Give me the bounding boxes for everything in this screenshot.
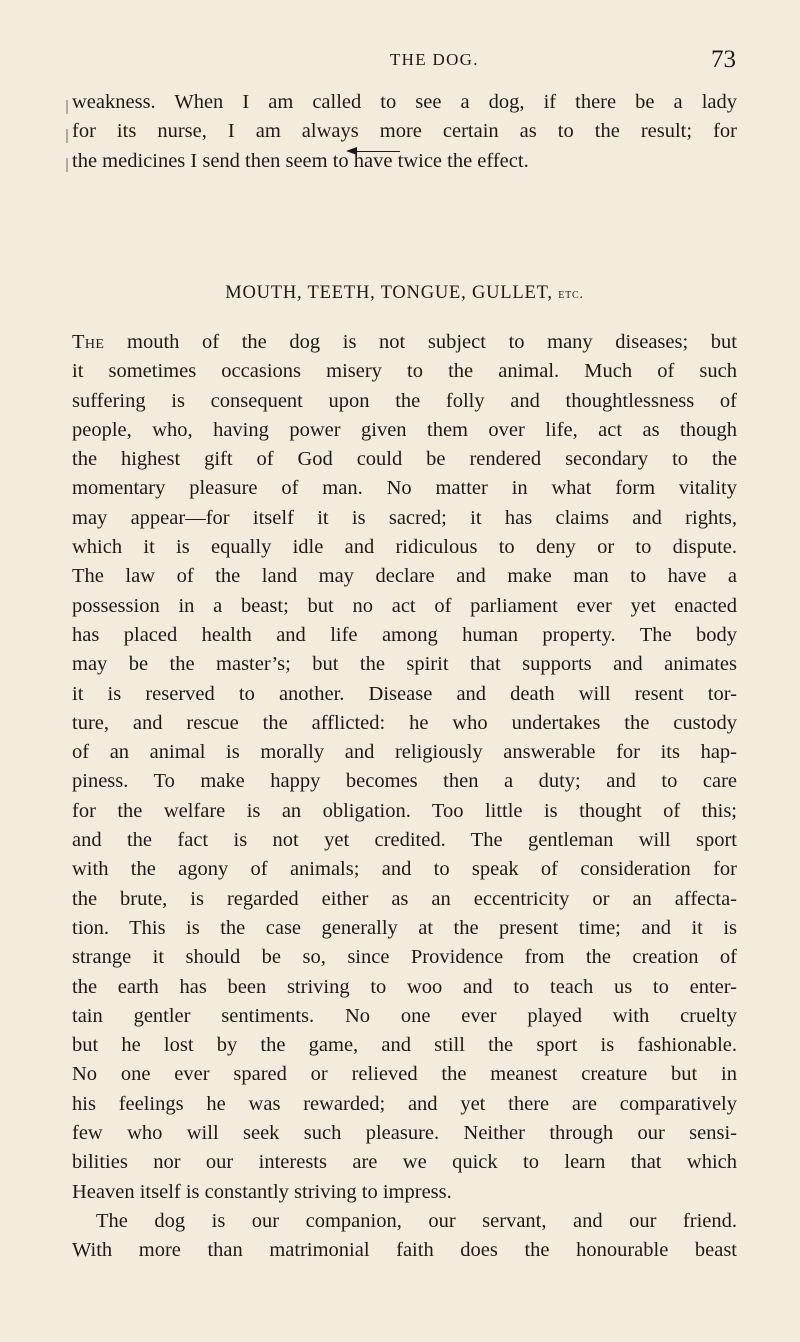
running-title: THE DOG.: [390, 50, 479, 69]
text-line: tion. This is the case generally at the present time; and it is: [72, 916, 737, 939]
section-body: [72, 328, 737, 1266]
paragraph-first-line: The dog is our companion, our servant, and our friend.: [96, 1209, 737, 1232]
text-line: suffering is consequent upon the folly and thoughtlessness of: [72, 389, 737, 412]
text-line: tain gentler sentiments. No one ever played with cruelty: [72, 1004, 737, 1027]
gutter-mark: [66, 158, 68, 172]
text-line: piness. To make happy becomes then a duty; and to care: [72, 770, 737, 793]
section-heading: [72, 283, 737, 304]
text-line: but he lost by the game, and still the sport is fashionable.: [72, 1034, 737, 1057]
page-number: 73: [711, 46, 736, 73]
separator-rule: [356, 151, 400, 152]
text-line: bilities nor our interests are we quick to learn that which: [72, 1151, 737, 1174]
section-heading-suffix: etc.: [558, 287, 584, 302]
text-line: the highest gift of God could be rendered secondary to the: [72, 448, 737, 471]
text-line: for the welfare is an obligation. Too little is thought of this;: [72, 799, 737, 822]
text-line: it sometimes occasions misery to the animal. Much of such: [72, 360, 737, 383]
text-line: of an animal is morally and religiously answerable for its hap-: [72, 741, 737, 764]
running-head: [72, 46, 736, 76]
text-line: momentary pleasure of man. No matter in what form vitality: [72, 477, 737, 500]
text-line: it is reserved to another. Disease and death will resent tor-: [72, 682, 737, 705]
text-line: the medicines I send then seem to have twice the effect.: [72, 149, 529, 172]
text-line: with the agony of animals; and to speak of consideration for: [72, 858, 737, 881]
gutter-mark: [66, 129, 68, 143]
text-line: may be the master’s; but the spirit that supports and animates: [72, 653, 737, 676]
text-line: Heaven itself is constantly striving to impress.: [72, 1180, 452, 1203]
text-line: may appear—for itself it is sacred; it has claims and rights,: [72, 506, 737, 529]
text-line: for its nurse, I am always more certain as to the result; for: [72, 120, 737, 143]
text-line: No one ever spared or relieved the meanest creature but in: [72, 1063, 737, 1086]
text-line: strange it should be so, since Providence from the creation of: [72, 946, 737, 969]
opening-text: [72, 88, 737, 176]
text-line: The law of the land may declare and make man to have a: [72, 565, 737, 588]
text-line: the brute, is regarded either as an eccentricity or an affecta-: [72, 887, 737, 910]
paragraph-first-line-text: mouth of the dog is not subject to many diseases; but: [104, 331, 737, 353]
section-separator: [346, 146, 406, 156]
text-line: few who will seek such pleasure. Neither through our sensi-: [72, 1122, 737, 1145]
text-line: people, who, having power given them over life, act as though: [72, 418, 737, 441]
text-line: ture, and rescue the afflicted: he who undertakes the custody: [72, 711, 737, 734]
text-line: has placed health and life among human property. The body: [72, 623, 737, 646]
text-line: which it is equally idle and ridiculous to deny or to dispute.: [72, 536, 737, 559]
text-line: the earth has been striving to woo and to teach us to enter-: [72, 975, 737, 998]
section-heading-title: MOUTH, TEETH, TONGUE, GULLET,: [225, 283, 553, 303]
gutter-mark: [66, 100, 68, 114]
text-line: weakness. When I am called to see a dog, if there be a lady: [72, 91, 737, 113]
text-line: and the fact is not yet credited. The gentleman will sport: [72, 829, 737, 852]
text-line: possession in a beast; but no act of parliament ever yet enacted: [72, 594, 737, 617]
paragraph-first-line: [72, 328, 737, 357]
text-line: his feelings he was rewarded; and yet there are comparatively: [72, 1092, 737, 1115]
paragraph-first-word: The: [72, 331, 105, 353]
text-line: With more than matrimonial faith does the honourable beast: [72, 1239, 737, 1262]
